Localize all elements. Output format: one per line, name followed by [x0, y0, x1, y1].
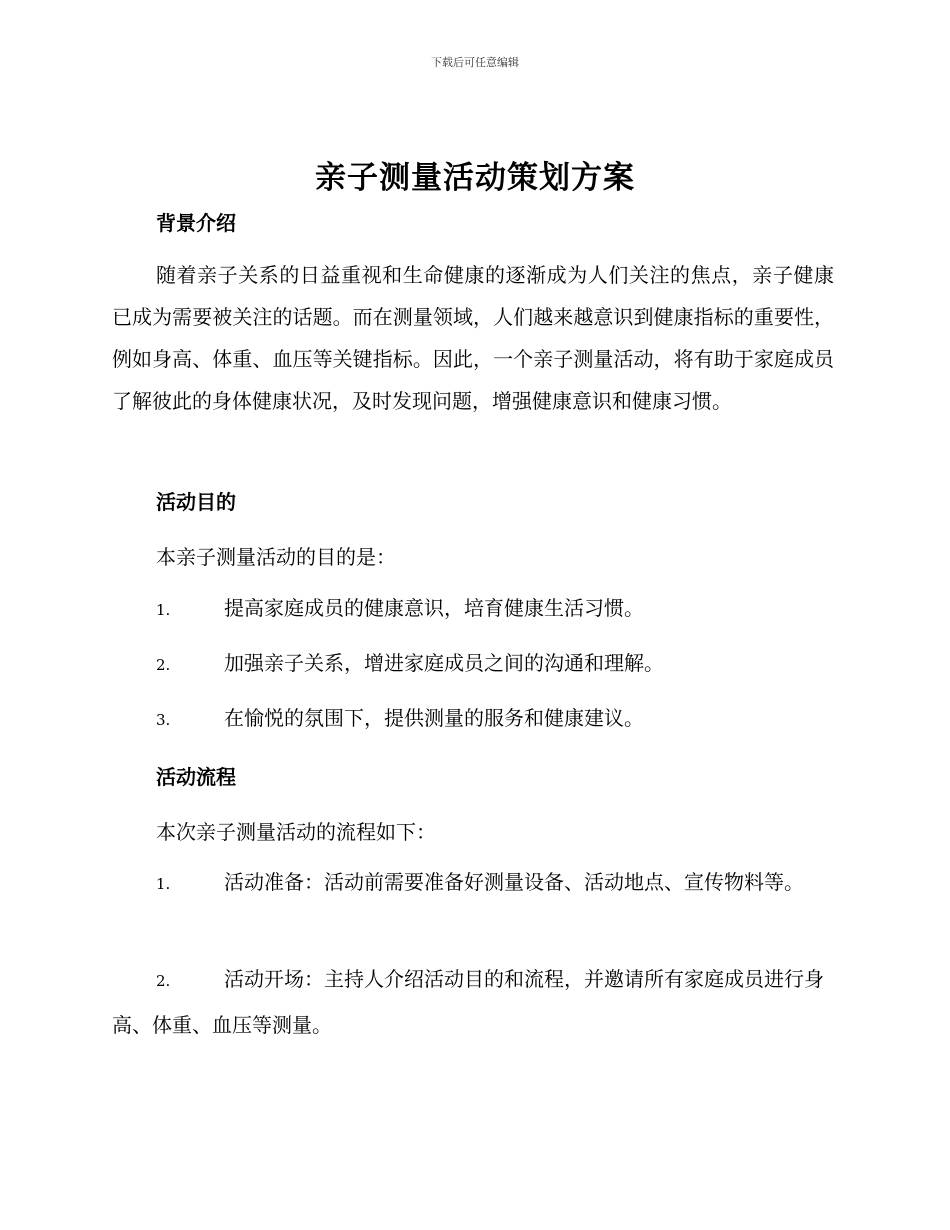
list-text: 在愉悦的氛围下，提供测量的服务和健康建议。 [224, 706, 644, 730]
list-text: 加强亲子关系，增进家庭成员之间的沟通和理解。 [224, 651, 664, 675]
background-paragraph: 随着亲子关系的日益重视和生命健康的逐渐成为人们关注的焦点，亲子健康已成为需要被关注的话题。而在测量领域，人们越来越意识到健康指标的重要性，例如身高、体重、血压等关键指标。因此，一个亲子测量活动，将有助于家庭成员了解彼此的身体健康状况，及时发现问题，增强健康意识和健康习惯。 [112, 263, 834, 413]
list-number: 1. [156, 875, 171, 893]
process-list-item [112, 860, 834, 906]
list-text: 活动开场：主持人介绍活动目的和流程，并邀请所有家庭成员进行身高、体重、血压等测量。 [112, 967, 824, 1037]
list-number: 2. [156, 972, 171, 990]
section-heading-goals: 活动目的 [156, 490, 236, 514]
list-number: 3. [156, 711, 171, 729]
goals-intro: 本亲子测量活动的目的是： [156, 545, 396, 569]
list-number: 2. [156, 656, 171, 674]
document-title: 亲子测量活动策划方案 [315, 160, 635, 196]
goals-list-item [112, 696, 834, 742]
page-header: 下载后可任意编辑 [431, 56, 519, 69]
list-text: 活动准备：活动前需要准备好测量设备、活动地点、宣传物料等。 [224, 870, 804, 894]
goals-list-item [112, 586, 834, 632]
list-number: 1. [156, 601, 171, 619]
list-text: 提高家庭成员的健康意识，培育健康生活习惯。 [224, 596, 644, 620]
goals-list-item [112, 641, 834, 687]
section-heading-process: 活动流程 [156, 765, 236, 789]
process-list-item [112, 957, 834, 1047]
section-heading-background: 背景介绍 [156, 211, 236, 235]
process-intro: 本次亲子测量活动的流程如下： [156, 820, 436, 844]
